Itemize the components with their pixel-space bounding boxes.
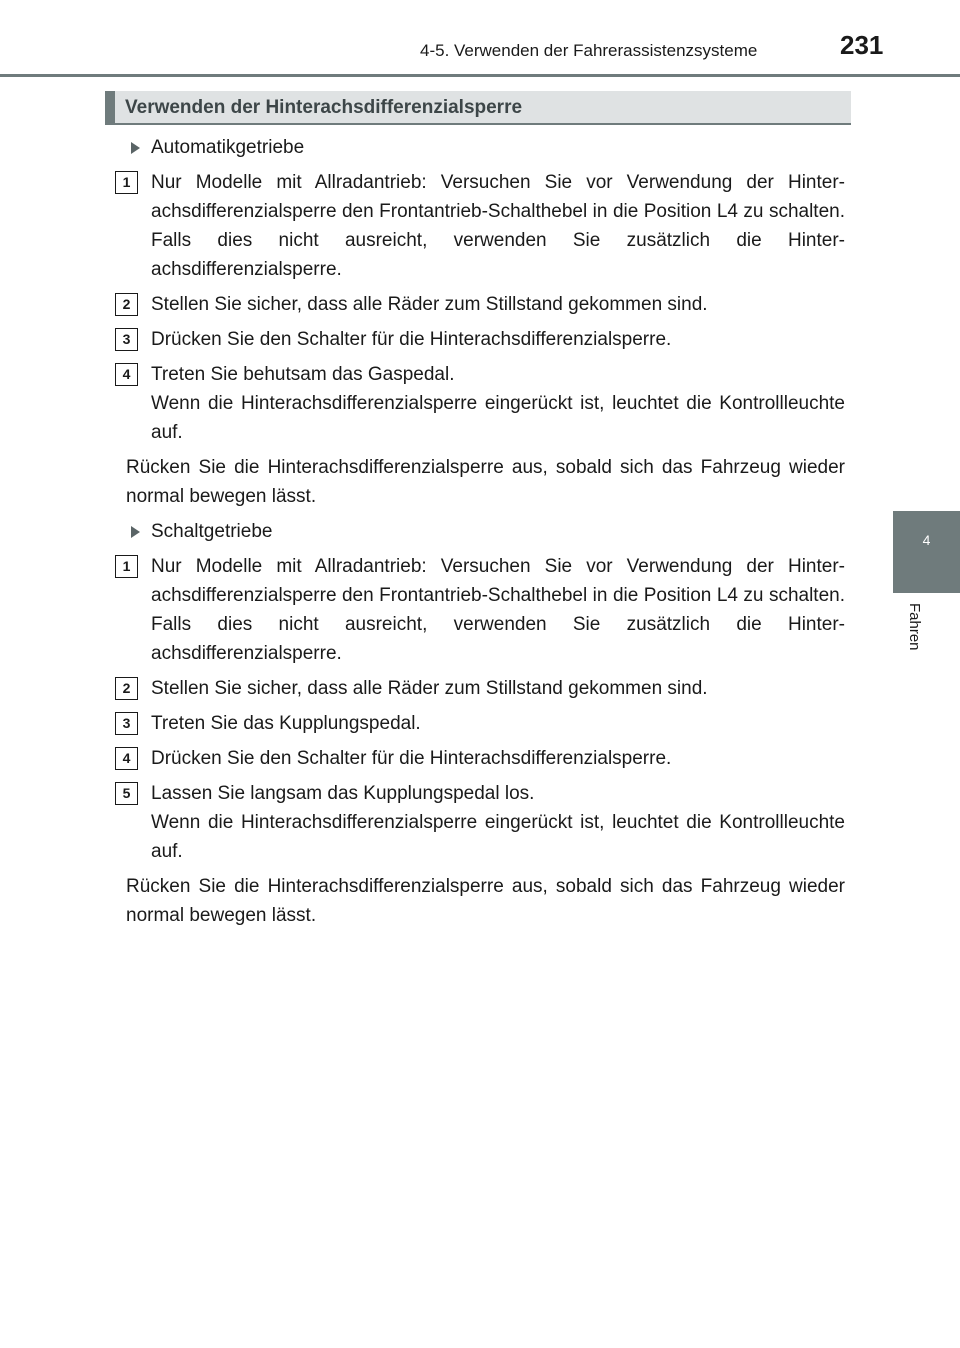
step-item [0,552,960,668]
step-item [0,360,960,447]
step-number: 3 [115,712,138,735]
header-rule [0,74,960,77]
triangle-bullet-icon [131,142,140,154]
section-heading-bar [105,91,115,123]
page-number: 231 [840,30,884,60]
triangle-bullet-icon [131,526,140,538]
chapter-title: 4-5. Verwenden der Fahrerassistenzsysteme [420,41,758,60]
subheading-text: Schaltgetriebe [151,521,273,542]
step-number: 1 [115,555,138,578]
step-text: Treten Sie das Kupplungspedal. [151,713,421,734]
section-heading [105,91,851,125]
chapter-tab-label: Fahren [906,603,923,651]
step-text: Nur Modelle mit Allradantrieb: Versuchen Sie vor Verwendung der Hinterachsdifferenzialsperre den Frontantrieb-Schalthebel in die Position L4 zu schalten. Falls dies nicht ausreicht, verwenden Sie zusätzlich die Hinterachsdifferenzialsperre. [151,172,845,280]
step-item [0,290,960,319]
step-number: 4 [115,747,138,770]
step-text: Stellen Sie sicher, dass alle Räder zum Stillstand gekommen sind. [151,294,708,315]
step-item [0,744,960,773]
release-note: Rücken Sie die Hinterachsdifferenzialsperre aus, sobald sich das Fahrzeug wieder normal bewegen lässt. [126,457,845,507]
step-text: Treten Sie behutsam das Gaspedal. [151,364,455,385]
step-number: 1 [115,171,138,194]
subheading-text: Automatikgetriebe [151,137,305,158]
step-number: 2 [115,677,138,700]
step-number: 5 [115,782,138,805]
step-item [0,325,960,354]
step-item [0,779,960,866]
step-text: Lassen Sie langsam das Kupplungspedal los. [151,783,535,804]
step-text: Nur Modelle mit Allradantrieb: Versuchen Sie vor Verwendung der Hinterachsdifferenzialsperre den Frontantrieb-Schalthebel in die Position L4 zu schalten. Falls dies nicht ausreicht, verwenden Sie zusätzlich die Hinterachsdifferenzialsperre. [151,556,845,664]
content [0,133,960,936]
step-item [0,709,960,738]
subheading-automatic [0,133,960,162]
chapter-tab-number: 4 [922,532,931,548]
release-note: Rücken Sie die Hinterachsdifferenzialsperre aus, sobald sich das Fahrzeug wieder normal bewegen lässt. [126,876,845,926]
subheading-manual [0,517,960,546]
step-note: Wenn die Hinterachsdifferenzialsperre eingerückt ist, leuchtet die Kontrollleuchte auf. [151,393,845,443]
step-text: Drücken Sie den Schalter für die Hinterachsdifferenzialsperre. [151,748,672,769]
step-note: Wenn die Hinterachsdifferenzialsperre eingerückt ist, leuchtet die Kontrollleuchte auf. [151,812,845,862]
step-number: 4 [115,363,138,386]
step-number: 2 [115,293,138,316]
step-item [0,168,960,284]
step-text: Drücken Sie den Schalter für die Hinterachsdifferenzialsperre. [151,329,672,350]
step-item [0,674,960,703]
step-number: 3 [115,328,138,351]
step-text: Stellen Sie sicher, dass alle Räder zum Stillstand gekommen sind. [151,678,708,699]
section-title: Verwenden der Hinterachsdifferenzialsperre [125,97,523,118]
